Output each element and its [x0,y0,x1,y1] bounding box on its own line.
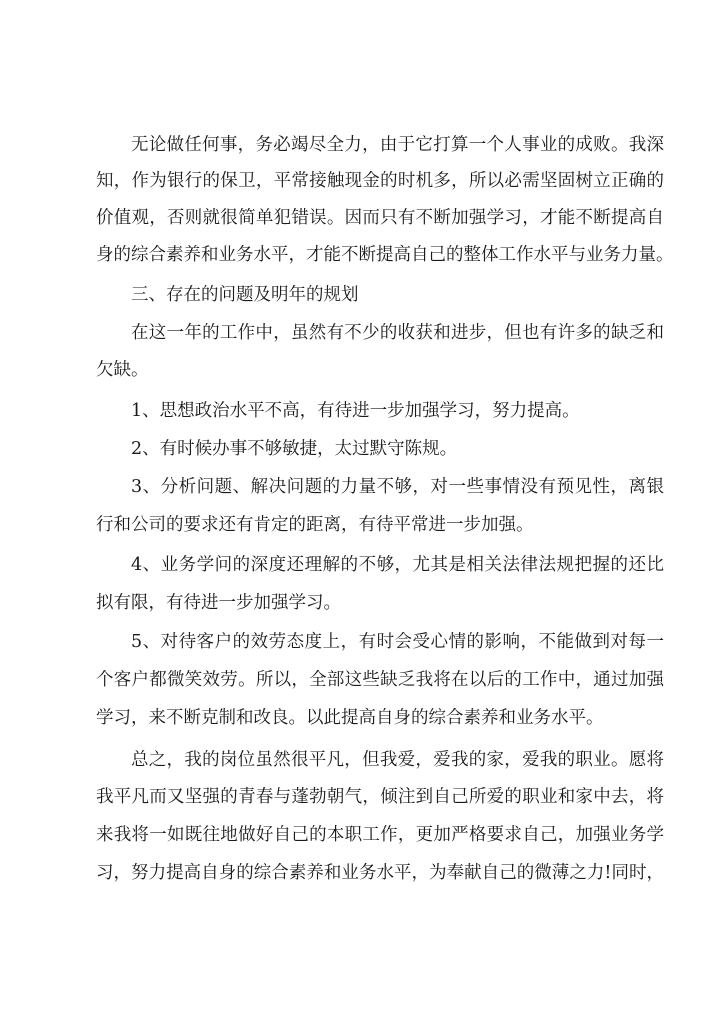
text-line [0,130,720,160]
text-line-content: 拟有限，有待进一步加强学习。 [96,593,341,613]
text-line [0,858,720,888]
text-line-content: 行和公司的要求还有肯定的距离，有待平常进一步加强。 [96,515,534,535]
text-line-content: 知，作为银行的保卫，平常接触现金的时机多，所以必需坚固树立正确的 [96,171,664,191]
list-item-text: 5、对待客户的效劳态度上，有时会受心情的影响，不能做到对每一 [131,632,664,652]
list-item [0,434,720,464]
text-line [0,166,720,196]
text-line [0,588,720,618]
list-item-text: 4、业务学问的深度还理解的不够，尤其是相关法律法规把握的还比 [131,555,664,575]
list-item [0,627,720,657]
text-line-content: 欠缺。 [96,360,149,380]
section-heading-text: 三、存在的问题及明年的规划 [131,285,359,305]
text-line [0,240,720,270]
text-line-content: 价值观，否则就很简单犯错误。因而只有不断加强学习，才能不断提高自 [96,208,664,228]
text-line [0,782,720,812]
text-line-content: 个客户都微笑效劳。所以，全部这些缺乏我将在以后的工作中，通过加强 [96,670,664,690]
list-item [0,472,720,502]
text-line [0,203,720,233]
text-line [0,665,720,695]
list-item-text: 1、思想政治水平不高，有待进一步加强学习，努力提高。 [131,401,580,421]
text-line-content: 身的综合素养和业务水平，才能不断提高自己的整体工作水平与业务力量。 [96,245,674,265]
text-line-content: 来我将一如既往地做好自己的本职工作，更加严格要求自己，加强业务学 [96,825,664,845]
text-line-content: 无论做任何事，务必竭尽全力，由于它打算一个人事业的成败。我深 [131,135,664,155]
text-line [0,355,720,385]
section-heading [0,280,720,310]
text-line [0,318,720,348]
text-line [0,745,720,775]
text-line-content: 我平凡而又坚强的青春与蓬勃朝气，倾注到自己所爱的职业和家中去，将 [96,787,664,807]
text-line [0,820,720,850]
list-item [0,550,720,580]
list-item-text: 3、分析问题、解决问题的力量不够，对一些事情没有预见性，离银 [131,477,664,497]
text-line-content: 在这一年的工作中，虽然有不少的收获和进步，但也有许多的缺乏和 [131,323,664,343]
text-line [0,510,720,540]
list-item [0,396,720,426]
text-line [0,703,720,733]
text-line-content: 总之，我的岗位虽然很平凡，但我爱，爱我的家，爱我的职业。愿将 [131,750,664,770]
text-line-content: 学习，来不断克制和改良。以此提高自身的综合素养和业务水平。 [96,708,604,728]
list-item-text: 2、有时候办事不够敏捷，太过默守陈规。 [131,439,458,459]
text-line-content: 习，努力提高自身的综合素养和业务水平，为奉献自己的微薄之力!同时， [96,863,664,883]
